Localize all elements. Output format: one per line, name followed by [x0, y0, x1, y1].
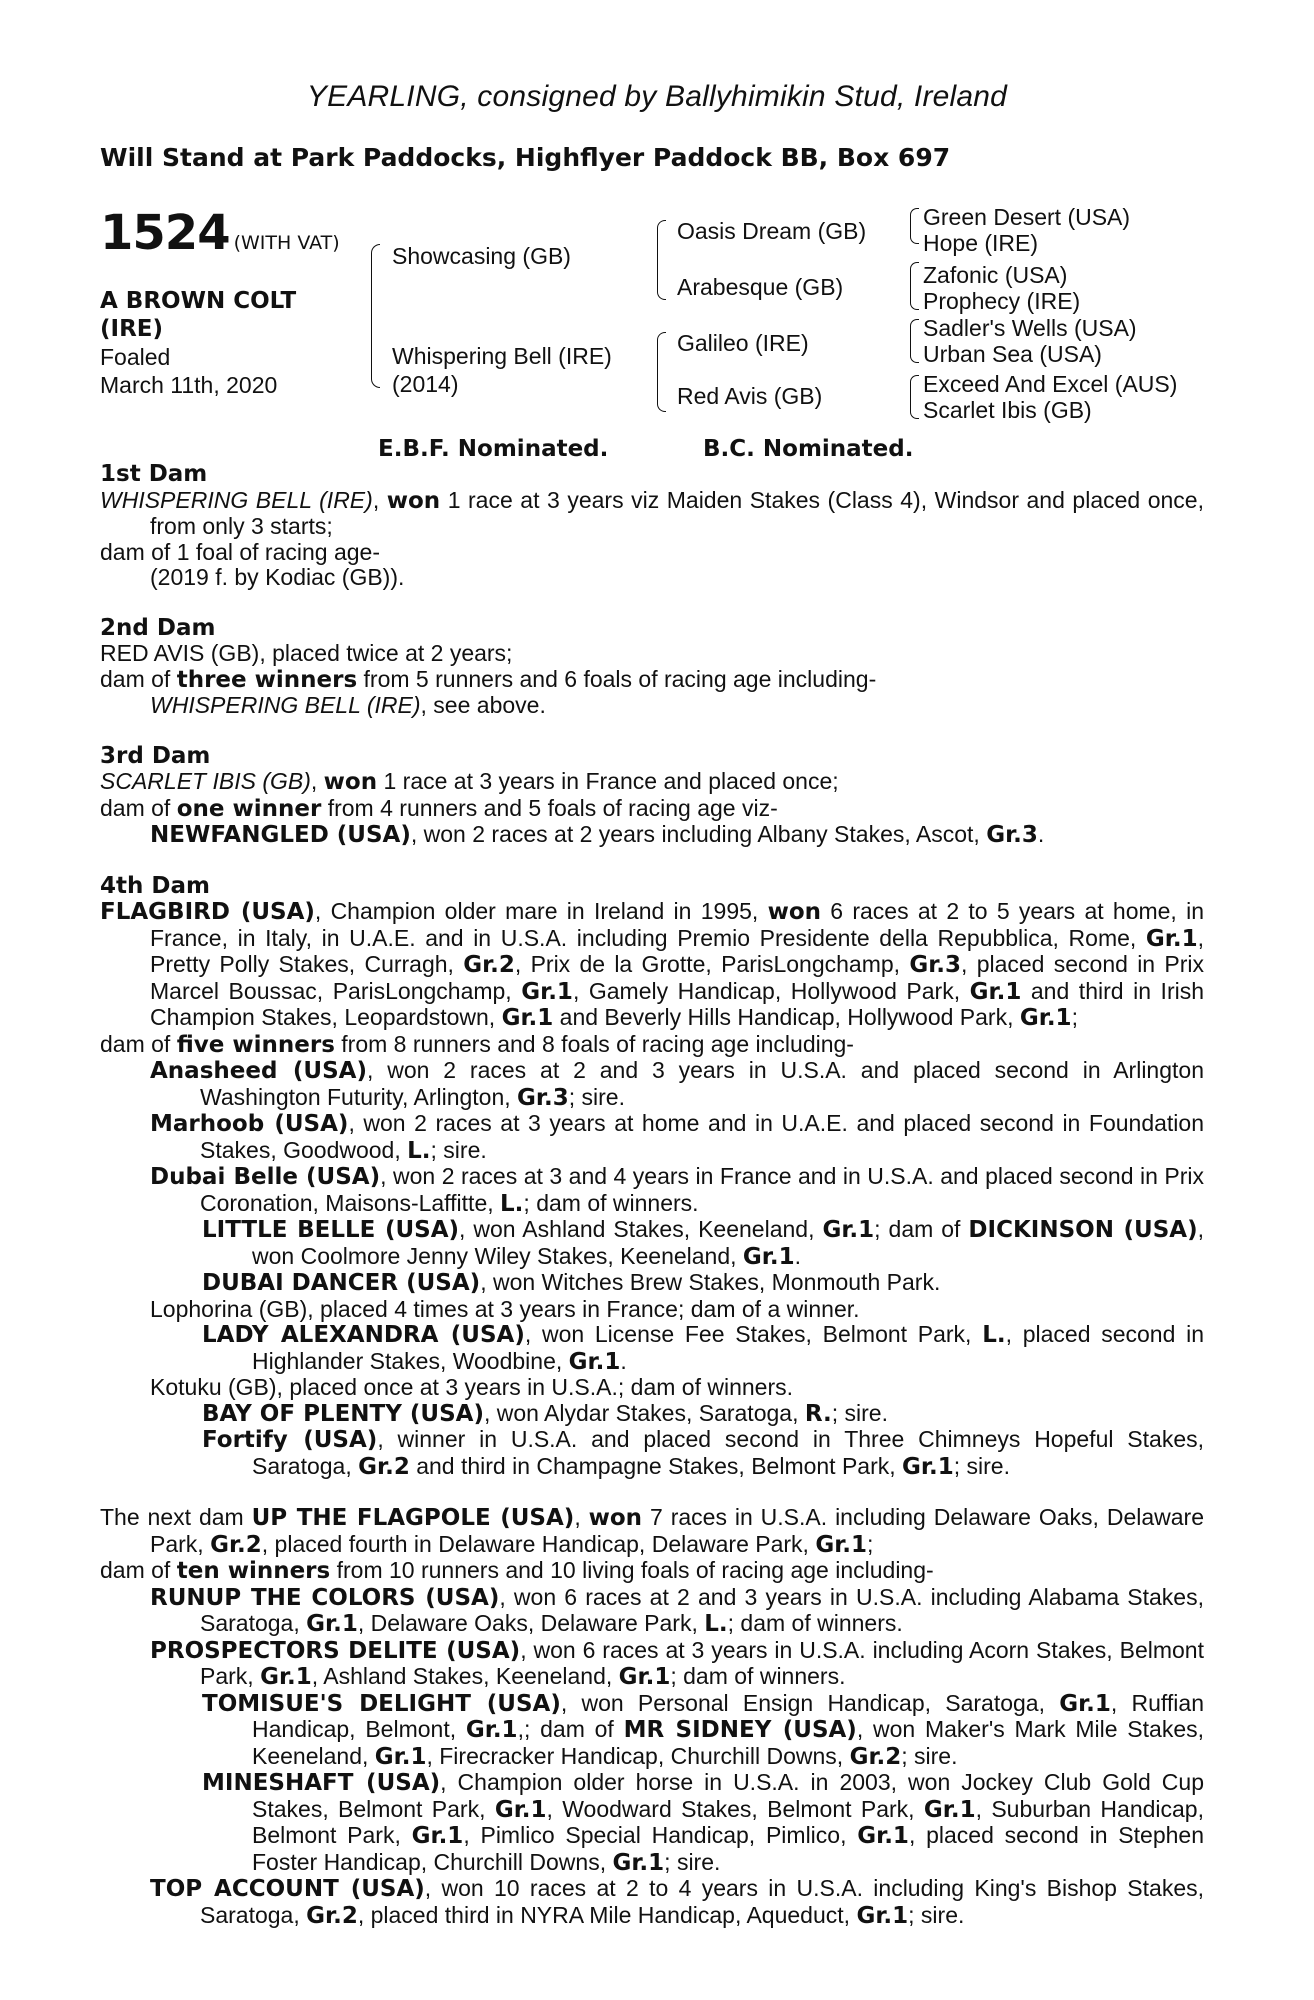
grandparent-4: Prophecy (IRE)	[923, 288, 1081, 314]
pedigree-brace-g4	[910, 375, 919, 419]
anasheed-entry: Anasheed (USA), won 2 races at 2 and 3 years in U.S.A. and placed second in Arlington Washington Futurity, Arlington, Gr.3; sire.	[150, 1057, 1204, 1111]
third-dam-heading: 3rd Dam	[100, 742, 211, 769]
grandparent-1: Green Desert (USA)	[923, 204, 1131, 230]
kotuku-entry: Kotuku (GB), placed once at 3 years in U.S.A.; dam of winners.	[150, 1374, 794, 1400]
second-dam-produce: dam of three winners from 5 runners and 6 foals of racing age including-	[100, 665, 877, 693]
lot-heading	[100, 205, 340, 261]
grandparent-2: Hope (IRE)	[923, 230, 1039, 256]
flagbird-produce: dam of five winners from 8 runners and 8 foals of racing age including-	[100, 1030, 854, 1058]
first-dam-record: WHISPERING BELL (IRE), won 1 race at 3 years viz Maiden Stakes (Class 4), Windsor and placed once, from only 3 starts;	[100, 486, 1204, 539]
pedigree-brace-g1	[910, 208, 919, 244]
third-dam-record: SCARLET IBIS (GB), won 1 race at 3 years in France and placed once;	[100, 768, 839, 795]
fortify-entry: Fortify (USA), winner in U.S.A. and placed second in Three Chimneys Hopeful Stakes, Saratoga, Gr.2 and third in Champagne Stakes, Belmont Park, Gr.1; sire.	[202, 1426, 1204, 1480]
lot-number: 1524	[100, 205, 230, 261]
first-dam-produce: dam of 1 foal of racing age-	[100, 538, 380, 565]
marhoob-entry: Marhoob (USA), won 2 races at 3 years at home and in U.A.E. and placed second in Foundation Stakes, Goodwood, L.; sire.	[150, 1110, 1204, 1164]
second-dam-heading: 2nd Dam	[100, 614, 216, 641]
lophorina-entry: Lophorina (GB), placed 4 times at 3 years in France; dam of a winner.	[150, 1295, 860, 1322]
bay-of-plenty-entry: BAY OF PLENTY (USA), won Alydar Stakes, Saratoga, R.; sire.	[202, 1399, 888, 1427]
catalogue-body	[100, 462, 1204, 1929]
horse-type: A BROWN COLT	[100, 288, 297, 314]
next-dam-produce: dam of ten winners from 10 runners and 10 living foals of racing age including-	[100, 1557, 934, 1584]
flagbird-record: FLAGBIRD (USA), Champion older mare in Ireland in 1995, won 6 races at 2 to 5 years at home, in France, in Italy, in U.A.E. and in U.S.A. including Premio Presidente della Repubblica, Rome, Gr.1, Pretty Polly Stakes, Curragh, Gr.2, Prix de la Grotte, ParisLongchamp, Gr.3, placed second in Prix Marcel Boussac, ParisLongchamp, Gr.1, Gamely Handicap, Hollywood Park, Gr.1 and third in Irish Champion Stakes, Leopardstown, Gr.1 and Beverly Hills Handicap, Hollywood Park, Gr.1;	[100, 898, 1205, 1031]
pedigree-brace-main	[371, 244, 380, 388]
foaled-date: March 11th, 2020	[100, 372, 278, 398]
third-dam-produce: dam of one winner from 4 runners and 5 foals of racing age viz-	[100, 794, 778, 822]
foaled-label: Foaled	[100, 344, 171, 370]
first-dam-foal: (2019 f. by Kodiac (GB)).	[150, 564, 405, 590]
pedigree-brace-sire	[657, 220, 666, 300]
horse-description	[100, 287, 296, 399]
grandparent-8: Scarlet Ibis (GB)	[923, 397, 1092, 423]
dam-dam-name: Red Avis (GB)	[677, 383, 823, 409]
runup-entry: RUNUP THE COLORS (USA), won 6 races at 2 and 3 years in U.S.A. including Alabama Stakes, Saratoga, Gr.1, Delaware Oaks, Delaware Park, L.; dam of winners.	[150, 1583, 1204, 1637]
top-account-entry: TOP ACCOUNT (USA), won 10 races at 2 to 4 years in U.S.A. including King's Bishop Stakes, Saratoga, Gr.2, placed third in NYRA Mile Handicap, Aqueduct, Gr.1; sire.	[150, 1875, 1205, 1929]
pedigree-brace-g2	[910, 262, 919, 310]
second-dam-progeny: WHISPERING BELL (IRE), see above.	[150, 692, 546, 718]
ebf-nominated: E.B.F. Nominated.	[378, 436, 609, 462]
little-belle-entry: LITTLE BELLE (USA), won Ashland Stakes, Keeneland, Gr.1; dam of DICKINSON (USA), won Coolmore Jenny Wiley Stakes, Keeneland, Gr.1.	[202, 1216, 1205, 1270]
horse-origin: (IRE)	[100, 316, 164, 342]
grandparent-7: Exceed And Excel (AUS)	[923, 371, 1178, 397]
grandparent-3: Zafonic (USA)	[923, 262, 1068, 288]
second-dam-record: RED AVIS (GB), placed twice at 2 years;	[100, 640, 513, 666]
dubai-dancer-entry: DUBAI DANCER (USA), won Witches Brew Stakes, Monmouth Park.	[202, 1269, 941, 1296]
dam-name: Whispering Bell (IRE)	[392, 343, 612, 369]
pedigree-brace-g3	[910, 319, 919, 363]
sire-dam-name: Arabesque (GB)	[677, 274, 844, 300]
sire-name: Showcasing (GB)	[392, 243, 571, 269]
stand-location: Will Stand at Park Paddocks, Highflyer Paddock BB, Box 697	[100, 143, 951, 172]
dubai-belle-entry: Dubai Belle (USA), won 2 races at 3 and 4 years in France and in U.S.A. and placed second in Prix Coronation, Maisons-Laffitte, L.; dam of winners.	[150, 1163, 1204, 1217]
grandparent-5: Sadler's Wells (USA)	[923, 315, 1137, 341]
fourth-dam-heading: 4th Dam	[100, 872, 210, 899]
tomisue-entry: TOMISUE'S DELIGHT (USA), won Personal Ensign Handicap, Saratoga, Gr.1, Ruffian Handicap, Belmont, Gr.1,; dam of MR SIDNEY (USA), won Maker's Mark Mile Stakes, Keeneland, Gr.1, Firecracker Handicap, Churchill Downs, Gr.2; sire.	[202, 1689, 1205, 1770]
sire-sire-name: Oasis Dream (GB)	[677, 218, 867, 244]
lady-alexandra-entry: LADY ALEXANDRA (USA), won License Fee Stakes, Belmont Park, L., placed second in Highlander Stakes, Woodbine, Gr.1.	[202, 1321, 1205, 1375]
dam-sire-name: Galileo (IRE)	[677, 330, 809, 356]
newfangled-entry: NEWFANGLED (USA), won 2 races at 2 years including Albany Stakes, Ascot, Gr.3.	[150, 821, 1045, 848]
vat-note: (WITH VAT)	[233, 232, 340, 254]
prospectors-delite-entry: PROSPECTORS DELITE (USA), won 6 races at 3 years in U.S.A. including Acorn Stakes, Belmont Park, Gr.1, Ashland Stakes, Keeneland, Gr.1; dam of winners.	[150, 1636, 1204, 1690]
consignor-line: YEARLING, consigned by Ballyhimikin Stud, Ireland	[306, 80, 1008, 113]
dam-foaled-year: (2014)	[392, 371, 459, 397]
bc-nominated: B.C. Nominated.	[703, 436, 914, 462]
mineshaft-entry: MINESHAFT (USA), Champion older horse in U.S.A. in 2003, won Jockey Club Gold Cup Stakes, Belmont Park, Gr.1, Woodward Stakes, Belmont Park, Gr.1, Suburban Handicap, Belmont Park, Gr.1, Pimlico Special Handicap, Pimlico, Gr.1, placed second in Stephen Foster Handicap, Churchill Downs, Gr.1; sire.	[202, 1769, 1205, 1876]
grandparent-6: Urban Sea (USA)	[923, 341, 1102, 367]
first-dam-heading: 1st Dam	[100, 461, 208, 487]
pedigree-brace-dam	[657, 332, 666, 412]
next-dam-record: The next dam UP THE FLAGPOLE (USA), won 7 races in U.S.A. including Delaware Oaks, Delaware Park, Gr.2, placed fourth in Delaware Handicap, Delaware Park, Gr.1;	[100, 1504, 1204, 1558]
